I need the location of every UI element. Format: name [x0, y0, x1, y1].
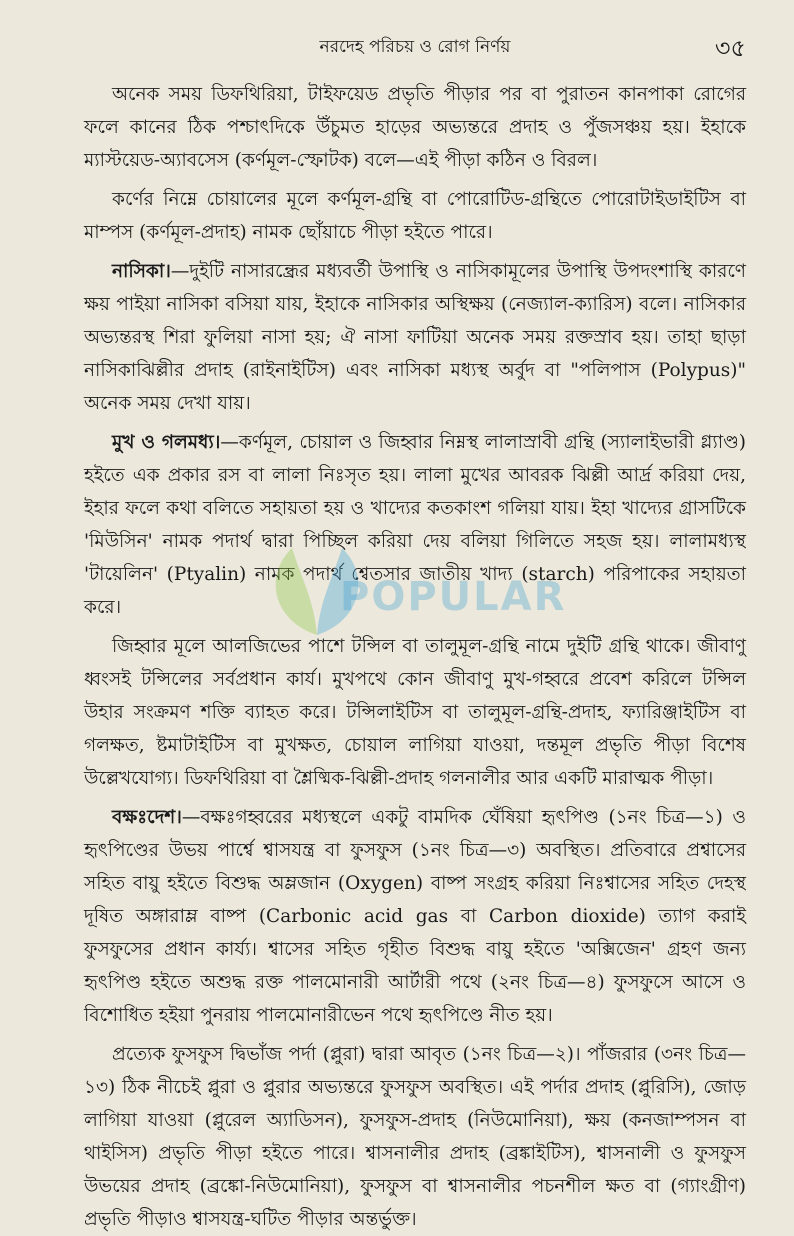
page-header — [84, 34, 746, 78]
paragraph-nose — [84, 255, 746, 420]
paragraph-mumps — [84, 183, 746, 249]
body-text — [84, 78, 746, 1236]
paragraph-mastoid — [84, 78, 746, 177]
paragraph-lead: মুখ ও গলমধ্য। — [112, 432, 221, 453]
paragraph-text: প্রত্যেক ফুসফুস দ্বিভাঁজ পর্দা (প্লুরা) দ্বারা আবৃত (১নং চিত্র—২)। পাঁজরার (৩নং চিত্র—১৩) ঠিক নীচেই প্লুরা ও প্লুরার অভ্যন্তরে ফুসফুস অবস্থিত। এই পর্দার প্রদাহ (প্লুরিসি), জোড় লাগিয়া যাওয়া (প্লুরেল অ্যাডিসন), ফুসফুস-প্রদাহ (নিউমোনিয়া), ক্ষয় (কনজাম্পসন বা থাইসিস) প্রভৃতি পীড়া হইতে পারে। শ্বাসনালীর প্রদাহ (ব্রঙ্কাইটিস), শ্বাসনালী ও ফুসফুস উভয়ের প্রদাহ (ব্রঙ্কো-নিউমোনিয়া), ফুসফুস বা শ্বাসনালীর পচনশীল ক্ষত বা (গ্যাংগ্রীণ) প্রভৃতি পীড়াও শ্বাসযন্ত্র-ঘটিত পীড়ার অন্তর্ভুক্ত। — [84, 1044, 746, 1230]
paragraph-text: —কর্ণমূল, চোয়াল ও জিহ্বার নিম্নস্থ লালাস্রাবী গ্রন্থি (স্যালাইভারী গ্ল্যাণ্ড) হইতে এক প্রকার রস বা লালা নিঃসৃত হয়। লালা মুখের আবরক ঝিল্লী আর্দ্র করিয়া দেয়, ইহার ফলে কথা বলিতে সহায়তা হয় ও খাদ্যের কতকাংশ গলিয়া যায়। ইহা খাদ্যের গ্রাসটিকে 'মিউসিন' নামক পদার্থ দ্বারা পিচ্ছিল করিয়া দেয় বলিয়া গিলিতে সহজ হয়। লালামধ্যস্থ 'টায়েলিন' (Ptyalin) নামক পদার্থ শ্বেতসার জাতীয় খাদ্য (starch) পরিপাকের সহায়তা করে। — [84, 432, 747, 618]
paragraph-tonsil — [84, 630, 746, 795]
paragraph-text: অনেক সময় ডিফথিরিয়া, টাইফয়েড প্রভৃতি পীড়ার পর বা পুরাতন কানপাকা রোগের ফলে কানের ঠিক পশ্চাৎদিকে উঁচুমত হাড়ের অভ্যন্তরে প্রদাহ ও পুঁজসঞ্চয় হয়। ইহাকে ম্যাস্টয়েড-অ্যাবসেস (কর্ণমূল-স্ফোটক) বলে—এই পীড়া কঠিন ও বিরল। — [84, 84, 746, 171]
paragraph-lead: বক্ষঃদেশ। — [112, 807, 182, 828]
paragraph-chest — [84, 801, 746, 1032]
paragraph-lead: নাসিকা। — [112, 261, 171, 282]
paragraph-text: —বক্ষঃগহ্বরের মধ্যস্থলে একটু বামদিক ঘেঁষিয়া হৃৎপিণ্ড (১নং চিত্র—১) ও হৃৎপিণ্ডের উভয় পার্শ্বে শ্বাসযন্ত্র বা ফুসফুস (১নং চিত্র—৩) অবস্থিত। প্রতিবারে প্রশ্বাসের সহিত বায়ু হইতে বিশুদ্ধ অম্লজান (Oxygen) বাষ্প সংগ্রহ করিয়া নিঃশ্বাসের সহিত দেহস্থ দূষিত অঙ্গারাম্ল বাষ্প (Carbonic acid gas বা Carbon dioxide) ত্যাগ করাই ফুসফুসের প্রধান কার্য্য। শ্বাসের সহিত গৃহীত বিশুদ্ধ বায়ু হইতে 'অক্সিজেন' গ্রহণ জন্য হৃৎপিণ্ড হইতে অশুদ্ধ রক্ত পালমোনারী আর্টারী পথে (২নং চিত্র—৪) ফুসফুসে আসে ও বিশোধিত হইয়া পুনরায় পালমোনারীভেন পথে হৃৎপিণ্ডে নীত হয়। — [84, 807, 746, 1026]
paragraph-text: জিহ্বার মূলে আলজিভের পাশে টন্সিল বা তালুমূল-গ্রন্থি নামে দুইটি গ্রন্থি থাকে। জীবাণু ধ্বংসই টন্সিলের সর্বপ্রধান কার্য। মুখপথে কোন জীবাণু মুখ-গহ্বরে প্রবেশ করিলে টন্সিল উহার সংক্রমণ শক্তি ব্যাহত করে। টন্সিলাইটিস বা তালুমূল-গ্রন্থি-প্রদাহ, ফ্যারিঞ্জাইটিস বা গলক্ষত, ষ্টমাটাইটিস বা মুখক্ষত, চোয়াল লাগিয়া যাওয়া, দন্তমূল প্রভৃতি পীড়া বিশেষ উল্লেখযোগ্য। ডিফথিরিয়া বা শ্লৈষ্মিক-ঝিল্লী-প্রদাহ গলনালীর আর একটি মারাত্মক পীড়া। — [84, 636, 746, 789]
paragraph-lungs — [84, 1038, 746, 1236]
page-number: ৩৫ — [714, 34, 746, 62]
watermark-text: POPULAR — [340, 574, 567, 620]
paragraph-mouth-throat — [84, 426, 746, 624]
running-title: নরদেহ পরিচয় ও রোগ নির্ণয় — [319, 37, 511, 57]
paragraph-text: —দুইটি নাসারন্ধ্রের মধ্যবর্তী উপাস্থি ও নাসিকামূলের উপাস্থি উপদংশাস্থি কারণে ক্ষয় পাইয়া নাসিকা বসিয়া যায়, ইহাকে নাসিকার অস্থিক্ষয় (নেজ্যাল-ক্যারিস) বলে। নাসিকার অভ্যন্তরস্থ শিরা ফুলিয়া নাসা হয়; ঐ নাসা ফাটিয়া অনেক সময় রক্তস্রাব হয়। তাহা ছাড়া নাসিকাঝিল্লীর প্রদাহ (রাইনাইটিস) এবং নাসিকা মধ্যস্থ অর্বুদ বা "পলিপাস (Polypus)" অনেক সময় দেখা যায়। — [84, 261, 746, 414]
paragraph-text: কর্ণের নিম্নে চোয়ালের মূলে কর্ণমূল-গ্রন্থি বা পোরোটিড-গ্রন্থিতে পোরোটাইডাইটিস বা মাম্পস (কর্ণমূল-প্রদাহ) নামক ছোঁয়াচে পীড়া হইতে পারে। — [84, 189, 746, 243]
